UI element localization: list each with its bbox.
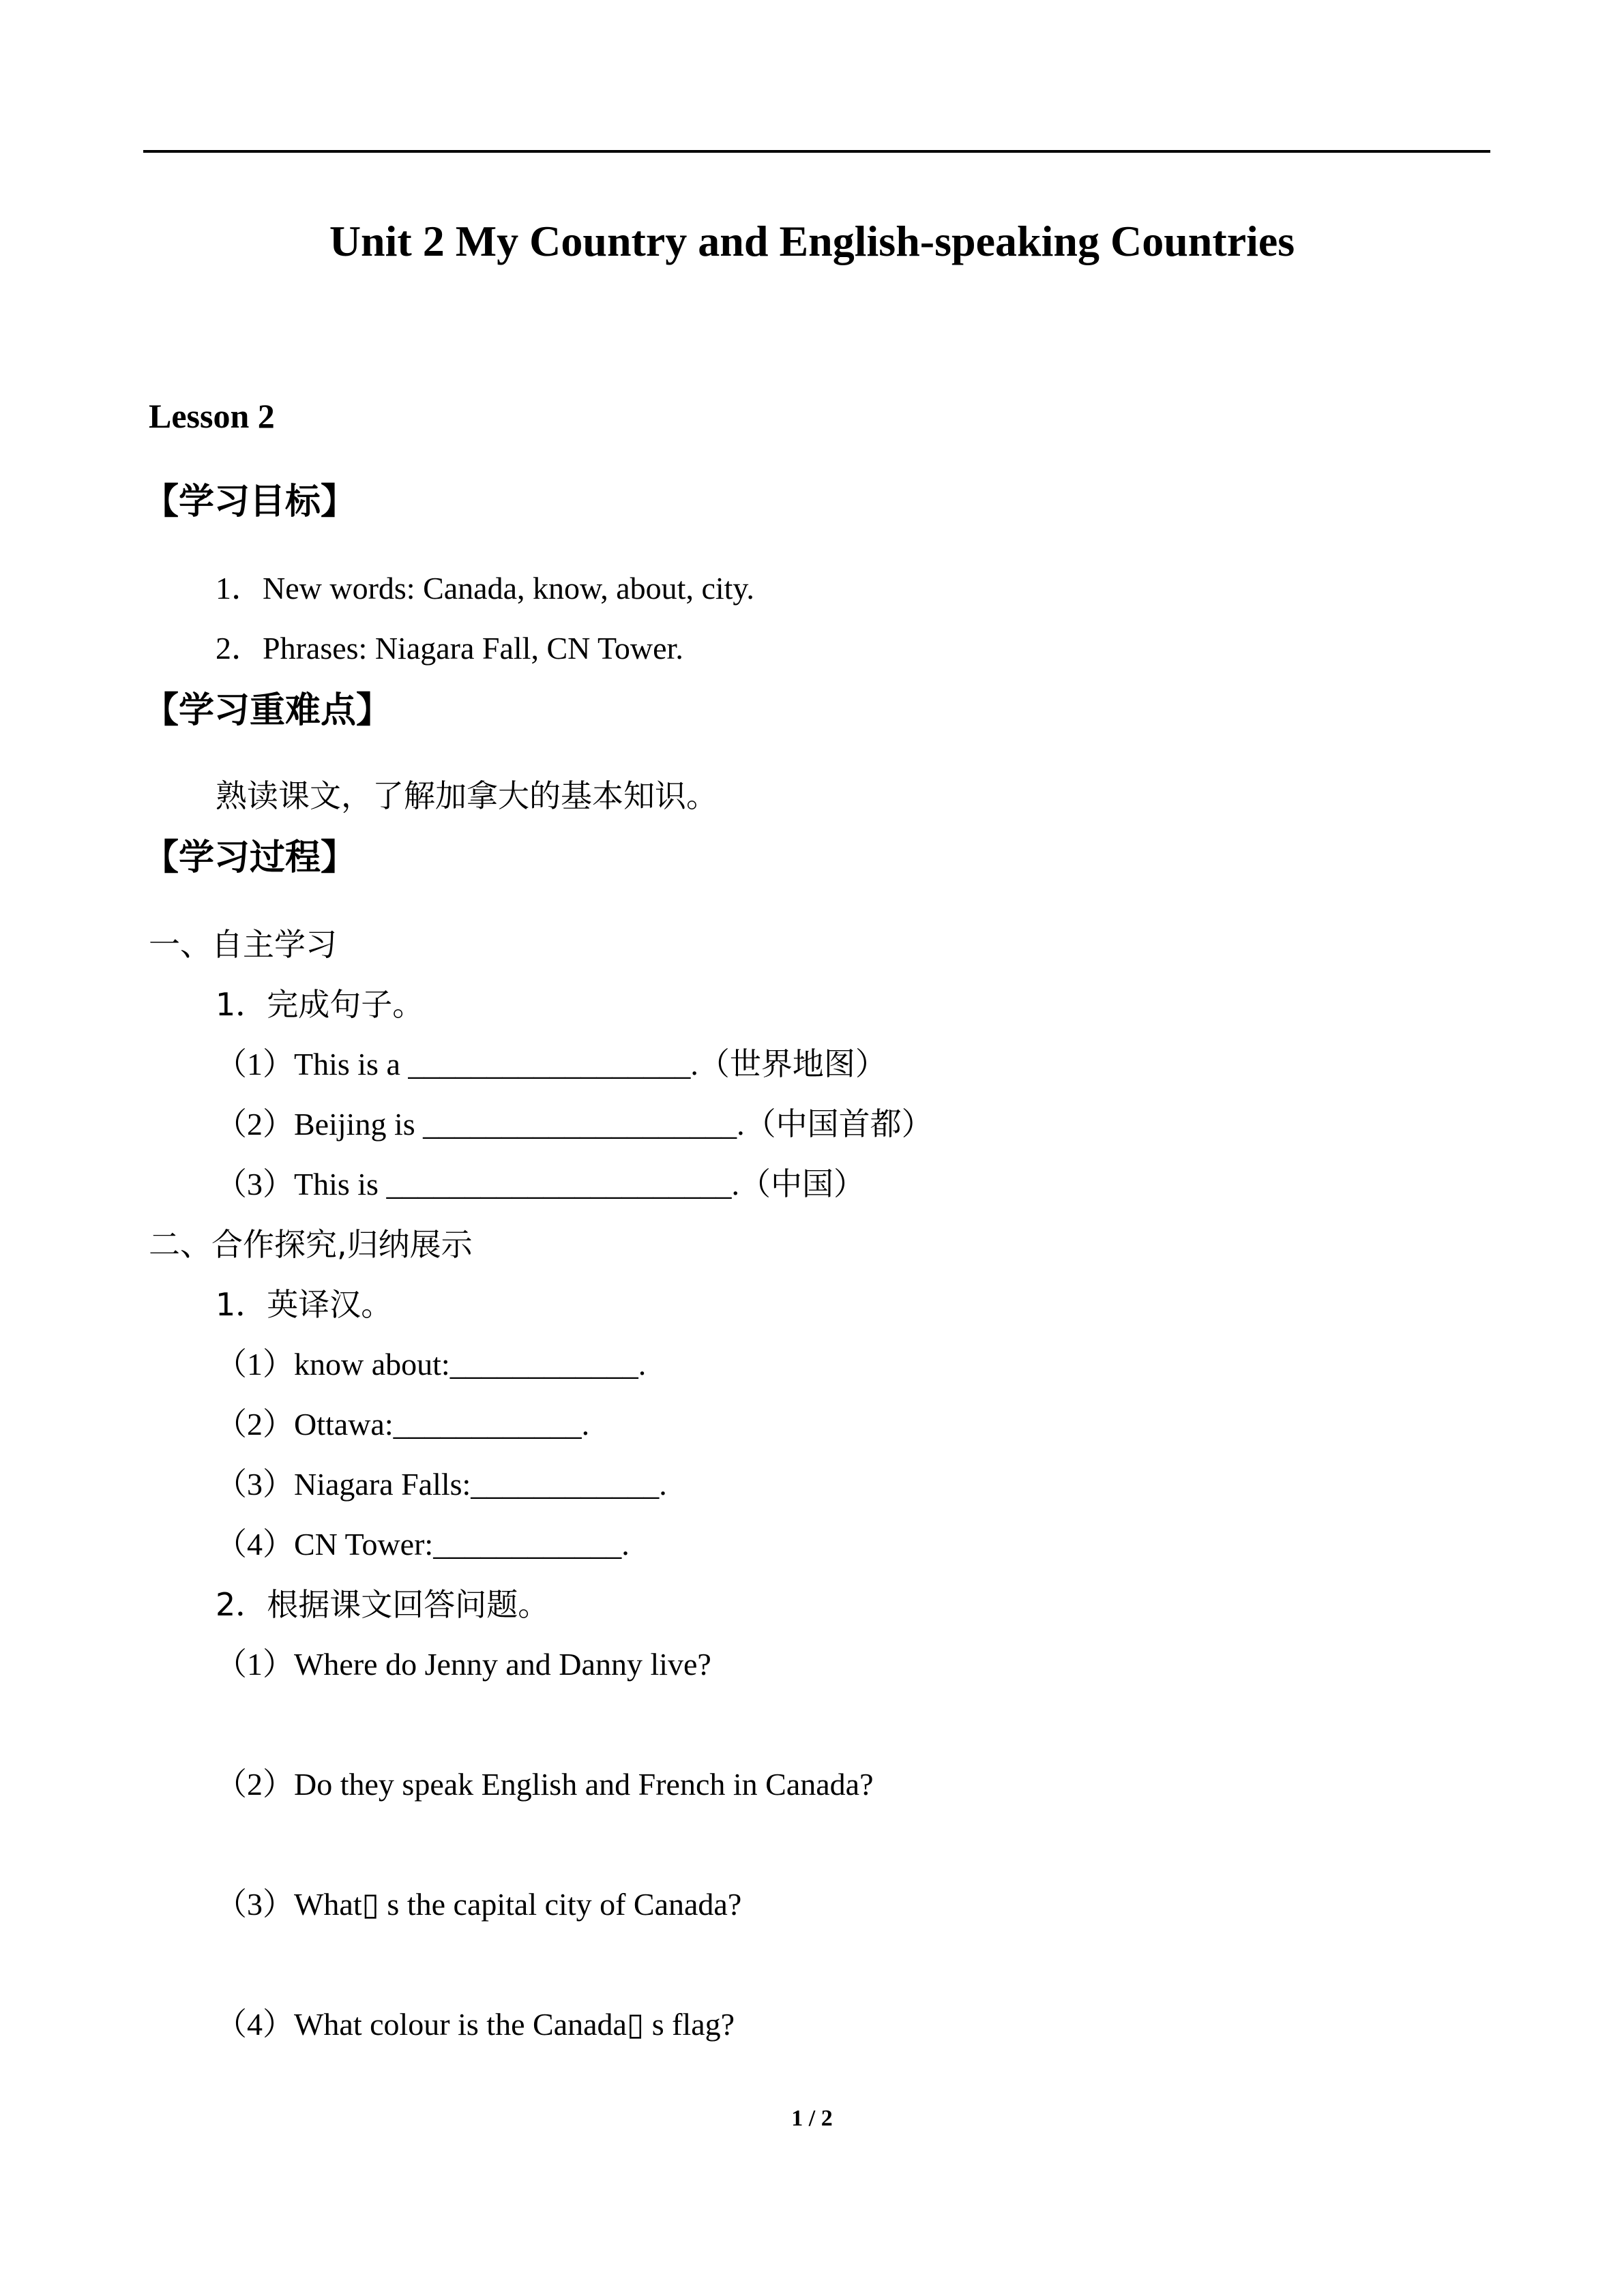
question-item: （1）Where do Jenny and Danny live? xyxy=(216,1647,711,1682)
goal-item: 1．New words: Canada, know, about, city. xyxy=(216,571,754,606)
fill-in-item: （2）Beijing is ____________________.（中国首都） xyxy=(216,1107,933,1142)
page-number: 1 / 2 xyxy=(791,2106,833,2131)
goals-heading: 【学习目标】 xyxy=(143,481,357,522)
translate-item: （4）CN Tower:____________. xyxy=(216,1527,630,1562)
top-rule xyxy=(143,150,1490,153)
fill-in-item: （3）This is ______________________.（中国） xyxy=(216,1167,865,1202)
document-title: Unit 2 My Country and English-speaking Countries xyxy=(329,217,1295,265)
lesson-heading: Lesson 2 xyxy=(149,397,275,435)
translate-item: （1）know about:____________. xyxy=(216,1347,647,1382)
part2-title: 二、合作探究,归纳展示 xyxy=(149,1226,473,1263)
key-points-heading: 【学习重难点】 xyxy=(143,690,392,731)
question-item: （3）What▯ s the capital city of Canada? xyxy=(216,1887,742,1922)
process-heading: 【学习过程】 xyxy=(143,837,357,878)
question-item: （2）Do they speak English and French in Canada? xyxy=(216,1767,874,1802)
fill-in-item: （1）This is a __________________.（世界地图） xyxy=(216,1047,887,1082)
goal-item: 2．Phrases: Niagara Fall, CN Tower. xyxy=(216,631,683,666)
part2-task1: 1．英译汉。 xyxy=(216,1286,393,1323)
key-points-text: 熟读课文，了解加拿大的基本知识。 xyxy=(216,777,718,814)
part2-task2: 2．根据课文回答问题。 xyxy=(216,1586,550,1623)
part1-title: 一、自主学习 xyxy=(149,926,337,963)
part1-task: 1．完成句子。 xyxy=(216,986,424,1023)
translate-item: （2）Ottawa:____________. xyxy=(216,1407,590,1442)
translate-item: （3）Niagara Falls:____________. xyxy=(216,1467,667,1502)
question-item: （4）What colour is the Canada▯ s flag? xyxy=(216,2007,735,2042)
